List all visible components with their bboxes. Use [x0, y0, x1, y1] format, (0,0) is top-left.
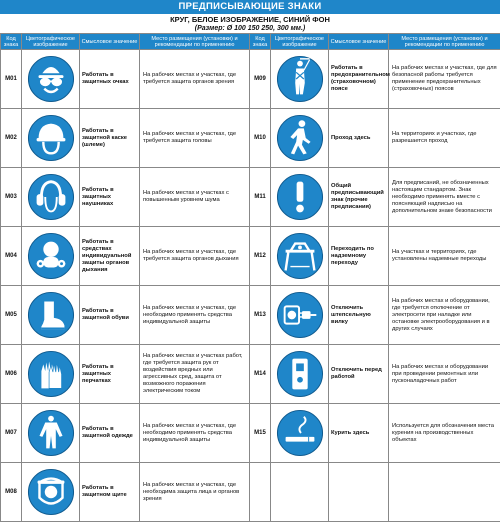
sign-code: M03 — [1, 168, 22, 227]
sign-image-cell — [271, 227, 329, 286]
sign-meaning: Курить здесь — [329, 404, 389, 463]
sign-meaning: Работать в защитных наушниках — [80, 168, 140, 227]
header-meaning: Смысловое значение — [329, 34, 389, 50]
sign-placement — [389, 463, 500, 522]
page-title: ПРЕДПИСЫВАЮЩИЕ ЗНАКИ — [0, 0, 500, 14]
sign-meaning: Работать в предохранительном (страховочном) поясе — [329, 50, 389, 109]
sign-code: M14 — [250, 345, 271, 404]
sign-placement: На рабочих местах и участках, где требуется защита органов дыхания — [140, 227, 250, 286]
respirator-icon — [22, 232, 79, 280]
switch-off-icon — [271, 350, 328, 398]
table-row — [1, 463, 500, 522]
table-row — [1, 345, 500, 404]
sign-meaning: Отключить штепсельную вилку — [329, 286, 389, 345]
page-subtitle: КРУГ, БЕЛОЕ ИЗОБРАЖЕНИЕ, СИНИЙ ФОН — [170, 15, 330, 24]
exclamation-icon — [271, 173, 328, 221]
sign-placement: На рабочих местах и участках, где для безопасной работы требуется применение предохранительных (страховочных) поясов — [389, 50, 500, 109]
ear-protection-icon — [22, 173, 79, 221]
header-image: Цветографическое изображение — [271, 34, 329, 50]
sign-placement: На рабочих местах и участках, где требуется защита головы — [140, 109, 250, 168]
sign-code: M02 — [1, 109, 22, 168]
header-code: Код знака — [1, 34, 22, 50]
sign-code: M09 — [250, 50, 271, 109]
sign-code: M01 — [1, 50, 22, 109]
sign-code: M15 — [250, 404, 271, 463]
signs-table — [0, 33, 500, 522]
sign-code: M11 — [250, 168, 271, 227]
sign-image-cell — [22, 168, 80, 227]
overpass-icon — [271, 232, 328, 280]
sign-image-cell — [271, 286, 329, 345]
sign-placement: На рабочих местах и участках, где необходимо применять средства индивидуальной защиты — [140, 404, 250, 463]
header-placement: Место размещения (установки) и рекомендации по применению — [389, 34, 500, 50]
sign-meaning: Работать в защитных перчатках — [80, 345, 140, 404]
header-placement: Место размещения (установки) и рекомендации по применению — [140, 34, 250, 50]
sign-placement: На рабочих местах и участках, где необходимо применять средства индивидуальной защиты — [140, 286, 250, 345]
sign-image-cell — [271, 345, 329, 404]
table-row — [1, 109, 500, 168]
unplug-icon — [271, 291, 328, 339]
sign-image-cell — [271, 463, 329, 522]
sign-code: M10 — [250, 109, 271, 168]
protective-clothing-icon — [22, 409, 79, 457]
sign-image-cell — [22, 227, 80, 286]
sign-placement: На рабочих местах и оборудовании при проведении ремонтных или пусконаладочных работ — [389, 345, 500, 404]
sign-placement: На рабочих местах и участках с повышенным уровнем шума — [140, 168, 250, 227]
sign-image-cell — [22, 404, 80, 463]
sign-placement: На участках и территориях, где установлены надземные переходы — [389, 227, 500, 286]
sign-code: M07 — [1, 404, 22, 463]
table-row — [1, 50, 500, 109]
sign-meaning: Работать в защитной одежде — [80, 404, 140, 463]
sign-image-cell — [271, 50, 329, 109]
sign-code: M08 — [1, 463, 22, 522]
sign-meaning: Отключить перед работой — [329, 345, 389, 404]
safety-helmet-icon — [22, 114, 79, 162]
header-meaning: Смысловое значение — [80, 34, 140, 50]
sign-image-cell — [271, 404, 329, 463]
protective-gloves-icon — [22, 350, 79, 398]
sign-code: M06 — [1, 345, 22, 404]
sign-meaning: Работать в защитных очках — [80, 50, 140, 109]
sign-placement: На рабочих местах и участках работ, где требуется защита рук от воздействия вредных или агрессивных сред, защита от возможного поражения электрическим током — [140, 345, 250, 404]
safety-glasses-icon — [22, 55, 79, 103]
table-row — [1, 168, 500, 227]
face-shield-icon — [22, 468, 79, 516]
table-row — [1, 286, 500, 345]
sign-placement: На рабочих местах и участках, где необходима защита лица и органов зрения — [140, 463, 250, 522]
size-note: (Размер: Ø 100 150 250, 300 мм.) — [194, 25, 306, 32]
sign-image-cell — [22, 109, 80, 168]
sign-image-cell — [271, 168, 329, 227]
header-image: Цветографическое изображение — [22, 34, 80, 50]
sign-image-cell — [22, 50, 80, 109]
safety-boots-icon — [22, 291, 79, 339]
sign-meaning: Общий предписывающий знак (прочие предписания) — [329, 168, 389, 227]
sign-meaning: Работать в защитном щите — [80, 463, 140, 522]
smoking-area-icon — [271, 409, 328, 457]
table-row — [1, 227, 500, 286]
sign-placement: На рабочих местах и участках, где требуется защита органов зрения — [140, 50, 250, 109]
sign-code: M05 — [1, 286, 22, 345]
sign-meaning: Работать в защитной обуви — [80, 286, 140, 345]
safety-harness-icon — [271, 55, 328, 103]
pedestrian-icon — [271, 114, 328, 162]
sign-image-cell — [22, 463, 80, 522]
sign-meaning: Проход здесь — [329, 109, 389, 168]
sign-meaning: Работать в средствах индивидуальной защиты органов дыхания — [80, 227, 140, 286]
sign-placement: На рабочих местах и оборудовании, где требуется отключение от электросети при наладке или остановке электрооборудования и в других случаях — [389, 286, 500, 345]
sign-code — [250, 463, 271, 522]
sign-meaning: Работать в защитной каске (шлеме) — [80, 109, 140, 168]
sign-image-cell — [271, 109, 329, 168]
sign-image-cell — [22, 286, 80, 345]
table-row — [1, 404, 500, 463]
table-header-row — [1, 34, 500, 50]
sign-placement: Используется для обозначения места курения на производственных объектах — [389, 404, 500, 463]
sign-code: M12 — [250, 227, 271, 286]
sign-meaning — [329, 463, 389, 522]
sign-code: M04 — [1, 227, 22, 286]
header-code: Код знака — [250, 34, 271, 50]
sign-placement: На территориях и участках, где разрешается проход — [389, 109, 500, 168]
sign-image-cell — [22, 345, 80, 404]
sign-code: M13 — [250, 286, 271, 345]
sign-placement: Для предписаний, не обозначенных настоящим стандартом. Знак необходимо применять вместе с поясняющей надписью на дополнительном знаке безопасности — [389, 168, 500, 227]
sign-meaning: Переходить по надземному переходу — [329, 227, 389, 286]
